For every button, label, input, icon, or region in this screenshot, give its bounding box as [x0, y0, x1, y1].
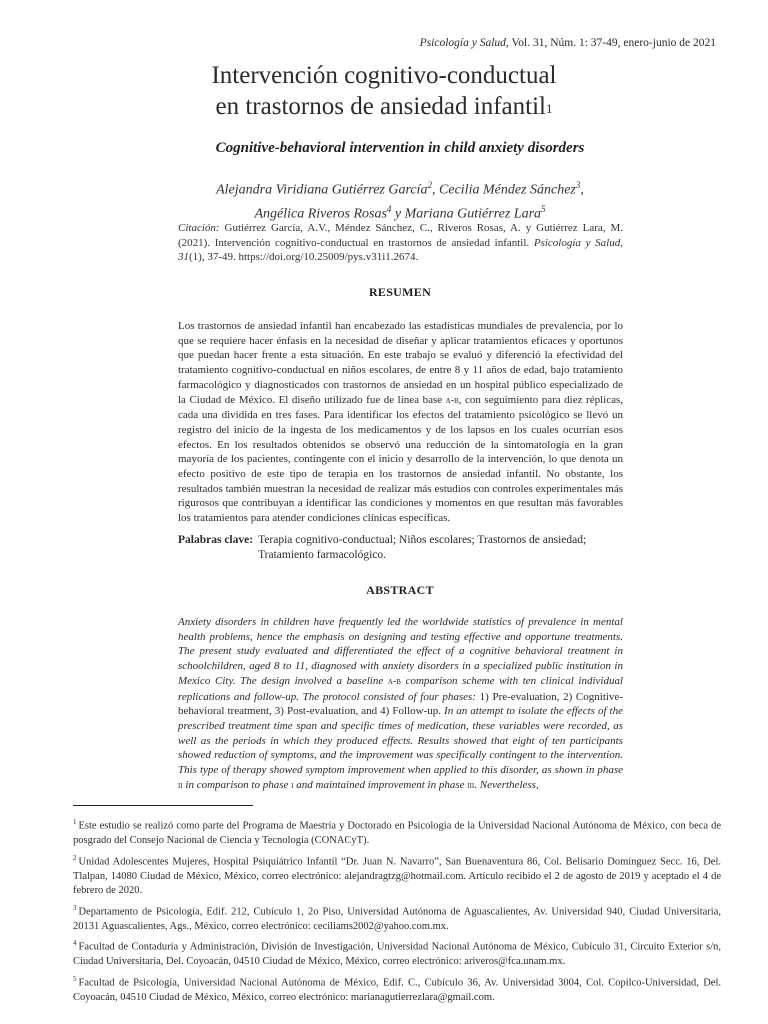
author-name: Angélica Riveros Rosas: [254, 206, 387, 222]
english-title: Cognitive-behavioral intervention in child anxiety disorders: [215, 140, 585, 156]
citation-journal: Psicología y Salud: [533, 236, 621, 249]
journal-header: [420, 37, 716, 49]
footnote: $^2$ Unidad Adolescentes Mujeres, Hospital Psiquiátrico Infantil “Dr. Juan N. Navarro”, San Buenaventura 86, Col. Belisario Domínguez Secc. 16, Del. Tlalpan, 14080 Ciudad de México, México, correo electrónico: alejandragtzg@hotmail.com. Artículo recibido el 2 de agosto de 2019 y aceptado el 4 de febrero de 2020.: [73, 853, 721, 896]
footnote: $^4$ Facultad de Contaduría y Administración, División de Investigación, Universidad Nacional Autónoma de México, Cubículo 31, Circuito Exterior s/n, Ciudad Universitaria, Del. Coyoacán, 04510 Ciudad de México, México, correo electrónico: ariveros@fca.unam.mx.: [73, 939, 721, 967]
author-footnote-mark[interactable]: 4: [386, 203, 392, 214]
footnote-mark: 4: [73, 939, 77, 947]
author-footnote-mark[interactable]: 3: [575, 180, 581, 190]
resumen-text: Los trastornos de ansiedad infantil han encabezado las estadísticas mundiales de prevalencia, por lo que se requiere hacer énfasis en la necesidad de diseñar y aplicar tratamientos eficaces y oportunos que puedan hacer frente a esta situación. En este trabajo se evaluó y diferenció la efectividad del tratamiento cognitivo-conductual en niños escolares, de entre 8 y 11 años de edad, bajo tratamiento farmacológico y diagnosticados con trastornos de ansiedad en un hospital público especializado de la Ciudad de México. El diseño utilizado fue de línea base a-b, con seguimiento para diez réplicas, cada una dividida en tres fases. Para identificar los efectos del tratamiento psicológico se llevó un registro del inicio de la ingesta de los medicamentos y de los lapsos en los cuales ocurrían esos efectos. En los resultados obtenidos se observó una reducción de la sintomatología en la gran mayoría de los pacientes, contingente con el inicio y desarrollo de la intervención, lo que denota un efecto positivo de este tipo de terapia en los trastornos de ansiedad infantil. No obstante, los resultados también muestran la necesidad de realizar más estudios con controles experimentales más rigurosos que contribuyan a identificar las condiciones y momentos en que resultan más favorables los tratamientos para atender condiciones clínicas específicas.: [178, 320, 623, 525]
article-title: [0, 60, 768, 122]
journal-name: Psicología y Salud: [419, 37, 506, 49]
keywords: [178, 533, 623, 563]
footnote: $^3$ Departamento de Psicología, Edif. 212, Cubículo 1, 2o Piso, Universidad Autónoma de Aguascalientes, Av. Universidad 940, Ciudad Universitaria, 20131 Aguascalientes, Ags., México, correo electrónico: ceciliams2002@yahoo.com.mx.: [73, 903, 721, 932]
title-line-2: en trastornos de ansiedad infantil: [215, 93, 546, 120]
abstract-text: Anxiety disorders in children have frequently led the worldwide statistics of prevalence in mental health problems, hence the emphasis on designing and testing effective and opportune treatments. The present study evaluated and differentiated the effect of a cognitive behavioral treatment in schoolchildren, aged 8 to 11, diagnosed with anxiety disorders in a specialized public institution in Mexico City. The design involved a baseline a-b comparison scheme with ten clinical individual replications and follow-up. The protocol consisted of four phases: 1) Pre-evaluation, 2) Cognitive-behavioral treatment, 3) Post-evaluation, and 4) Follow-up. In an attempt to isolate the effects of the prescribed treatment time span and specific times of medication, these variables were recorded, as well as the periods in which they produced effects. Results showed that eight of ten participants showed reduction of symptoms, and the improvement was specifically contingent to the intervention. This type of therapy showed symptom improvement when applied to this disorder, as shown in phase ii in comparison to phase i and maintained improvement in phase iii. Nevertheless,: [178, 616, 623, 791]
author-footnote-mark[interactable]: 5: [541, 203, 546, 214]
title-line-1: Intervención cognitivo-conductual: [211, 62, 557, 89]
resumen-heading: RESUMEN: [368, 285, 432, 299]
keywords-label: Palabras clave:: [178, 534, 254, 546]
author-name: Cecilia Méndez Sánchez: [439, 182, 576, 198]
footnotes: [73, 815, 721, 1007]
abstract-phases: 1) Pre-evaluation, 2) Cognitive-behavioral treatment, 3) Post-evaluation, and 4) Follow-up.: [178, 690, 623, 718]
abstract-heading: ABSTRACT: [366, 583, 434, 597]
footnote-mark: 5: [73, 974, 77, 983]
keywords-text: Terapia cognitivo-conductual; Niños escolares; Trastornos de ansiedad; Tratamiento farmacológico.: [258, 534, 587, 561]
author-footnote-mark[interactable]: 2: [427, 180, 433, 190]
footnote-divider: [73, 805, 253, 806]
footnote-mark: 1: [73, 818, 77, 826]
footnote-mark: 3: [73, 903, 77, 912]
author-list: Alejandra Viridiana Gutiérrez García$^2$, Cecilia Méndez Sánchez$^3$, Angélica Riveros Rosas$^4$ y Mariana Gutiérrez Lara$^5$: [216, 180, 584, 222]
footnote-mark: 2: [73, 853, 77, 862]
title-footnote-mark[interactable]: 1: [545, 101, 553, 116]
citation-volume: 31: [178, 251, 189, 263]
footnote: $^5$ Facultad de Psicología, Universidad Nacional Autónoma de México, Edif. C., Cubículo 36, Av. Universidad 3004, Col. Copilco-Universidad, Del. Coyoacán, 04510 Ciudad de México, México, correo electrónico: marianagutierrezlara@gmail.com.: [73, 974, 721, 1003]
author-name: Mariana Gutiérrez Lara: [404, 206, 542, 222]
citation-block: Citación: Gutiérrez García, A.V., Méndez Sánchez, C., Riveros Rosas, A. y Gutiérrez Lara, M. (2021). Intervención cognitivo-conductual en trastornos de ansiedad infantil. Psicología y Salud, 31(1), 37-49. https://doi.org/10.25009/pys.v31i1.2674.: [178, 222, 623, 263]
author-name: Alejandra Viridiana Gutiérrez García: [216, 182, 428, 198]
citation-doi[interactable]: (1), 37-49. https://doi.org/10.25009/pys.v31i1.2674.: [189, 251, 419, 263]
journal-issue: , Vol. 31, Núm. 1: 37-49, enero-junio de 2021: [505, 37, 716, 49]
citation-label: Citación:: [178, 222, 220, 234]
footnote: $^1$ Este estudio se realizó como parte del Programa de Maestría y Doctorado en Psicología de la Universidad Nacional Autónoma de México, con beca de posgrado del Consejo Nacional de Ciencia y Tecnología (CONACyT).: [73, 818, 721, 846]
